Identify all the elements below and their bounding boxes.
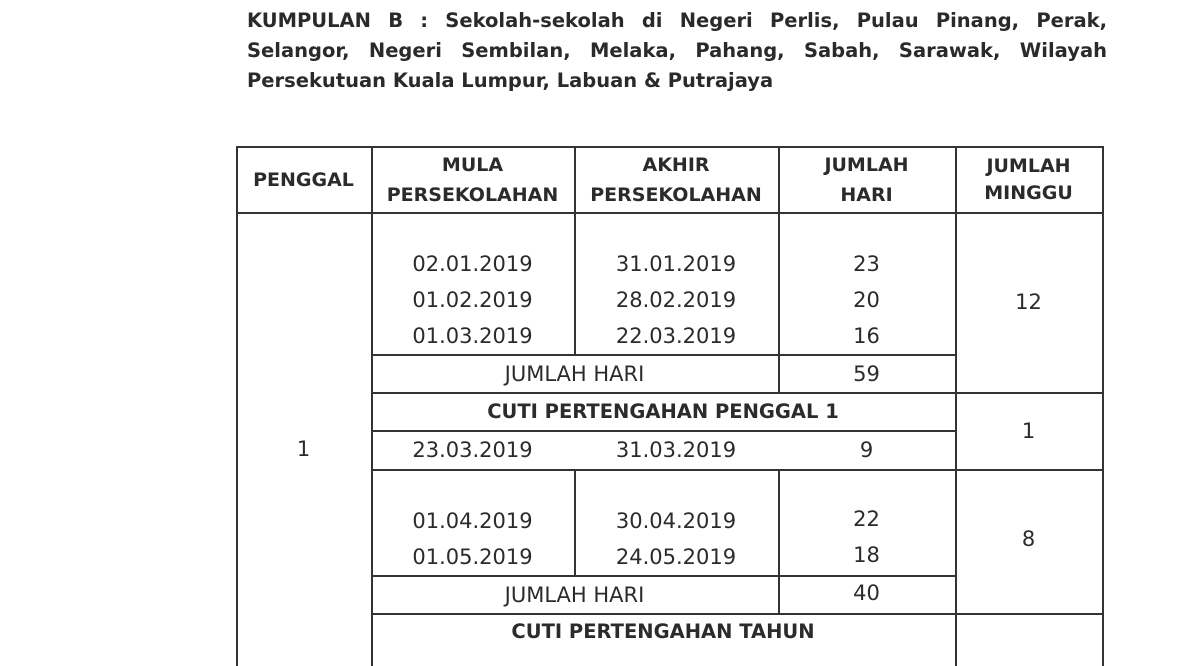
block2-row1-hari: 22 bbox=[853, 507, 880, 531]
table-border-top bbox=[236, 146, 1102, 148]
block1-row3-mula: 01.03.2019 bbox=[412, 324, 533, 348]
break1-akhir: 31.03.2019 bbox=[615, 438, 737, 462]
header-hari-line2: HARI bbox=[840, 184, 893, 206]
block2-total-label: JUMLAH HARI bbox=[504, 583, 645, 607]
heading-line-1: KUMPULAN B : Sekolah-sekolah di Negeri Perlis, Pulau Pinang, Perak, bbox=[247, 9, 1107, 32]
block2-row2-mula: 01.05.2019 bbox=[412, 545, 533, 569]
break2-title: CUTI PERTENGAHAN TAHUN bbox=[511, 620, 815, 643]
block1-minggu: 12 bbox=[1015, 290, 1042, 314]
heading-line-2: Selangor, Negeri Sembilan, Melaka, Pahang, Sabah, Sarawak, Wilayah bbox=[247, 39, 1107, 62]
break1-hari: 9 bbox=[859, 438, 874, 462]
block1-row3-hari: 16 bbox=[853, 324, 880, 348]
block1-row1-mula: 02.01.2019 bbox=[412, 252, 533, 276]
block2-row1-mula: 01.04.2019 bbox=[412, 509, 533, 533]
table-border-left bbox=[236, 146, 238, 666]
block2-row2-akhir: 24.05.2019 bbox=[615, 545, 737, 569]
document-heading bbox=[247, 6, 1107, 96]
break1-title: CUTI PERTENGAHAN PENGGAL 1 bbox=[487, 400, 839, 423]
break1-title-divider bbox=[371, 430, 955, 432]
block1-row1-hari: 23 bbox=[853, 252, 880, 276]
table-border-right bbox=[1102, 146, 1104, 666]
calendar-table bbox=[236, 146, 1102, 666]
header-akhir-line2: PERSEKOLAHAN bbox=[590, 184, 762, 206]
block2-total-value: 40 bbox=[853, 581, 880, 605]
heading-line-3: Persekutuan Kuala Lumpur, Labuan & Putrajaya bbox=[247, 69, 774, 92]
block1-row2-hari: 20 bbox=[853, 288, 880, 312]
break1-minggu: 1 bbox=[1021, 419, 1036, 443]
block2-row2-hari: 18 bbox=[853, 543, 880, 567]
header-penggal: PENGGAL bbox=[253, 169, 354, 191]
block2-row1-akhir: 30.04.2019 bbox=[615, 509, 737, 533]
header-mula-line2: PERSEKOLAHAN bbox=[386, 184, 559, 206]
block1-row3-akhir: 22.03.2019 bbox=[615, 324, 737, 348]
penggal-number: 1 bbox=[296, 437, 311, 461]
header-minggu-line2: MINGGU bbox=[984, 182, 1073, 204]
break1-mula: 23.03.2019 bbox=[412, 438, 533, 462]
header-akhir-line1: AKHIR bbox=[642, 154, 710, 176]
block2-minggu: 8 bbox=[1021, 527, 1036, 551]
header-minggu-line1: JUMLAH bbox=[986, 155, 1071, 177]
break2-top-line bbox=[371, 613, 1102, 615]
break1-top-line bbox=[371, 392, 1102, 394]
block1-row2-akhir: 28.02.2019 bbox=[615, 288, 737, 312]
block2-top-line bbox=[371, 469, 1102, 471]
header-mula-line1: MULA bbox=[441, 154, 504, 176]
block1-row1-akhir: 31.01.2019 bbox=[615, 252, 737, 276]
block1-total-divider bbox=[371, 354, 955, 356]
hari-minggu-divider bbox=[955, 146, 957, 666]
block2-total-divider bbox=[371, 575, 955, 577]
header-divider bbox=[236, 212, 1102, 214]
block1-total-value: 59 bbox=[853, 362, 880, 386]
block1-total-label: JUMLAH HARI bbox=[504, 362, 645, 386]
header-hari-line1: JUMLAH bbox=[824, 154, 909, 176]
block1-row2-mula: 01.02.2019 bbox=[412, 288, 533, 312]
